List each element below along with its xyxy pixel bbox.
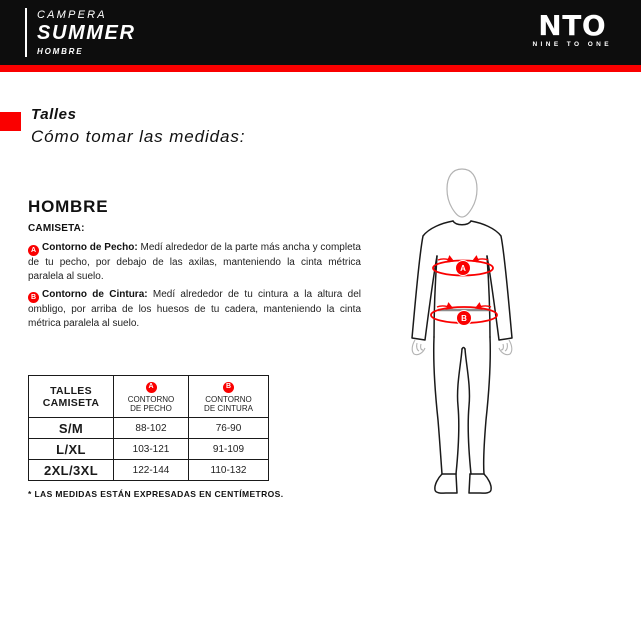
chest-cell: 122-144 [114, 460, 189, 481]
waist-cell: 110-132 [189, 460, 269, 481]
section-accent-square [0, 112, 21, 131]
waist-cell: 76-90 [189, 418, 269, 439]
waist-measure-paragraph [28, 288, 361, 330]
chest-measure-ellipse [433, 259, 493, 276]
header-bar [0, 0, 641, 65]
waist-marker-icon: B [223, 382, 234, 393]
figure-head [447, 169, 477, 217]
size-table-header-row [29, 376, 269, 418]
section-subtitle: Cómo tomar las medidas: [31, 127, 246, 146]
figure-chest-marker: A [460, 264, 466, 273]
size-table-header-waist [189, 376, 269, 418]
accent-strip [0, 65, 641, 72]
waist-marker-icon: B [28, 292, 39, 303]
chest-measure-label: Contorno de Pecho: [42, 242, 138, 253]
size-table-header-waist-line1: CONTORNO [205, 394, 252, 404]
product-title-block [25, 8, 136, 57]
size-table-header-sizes-line2: CAMISETA [42, 396, 100, 409]
size-table-header-chest-line2: DE PECHO [130, 404, 172, 414]
section-title: Talles [31, 106, 77, 123]
size-table-header-sizes [29, 376, 114, 418]
size-table-header-waist-line2: DE CINTURA [204, 404, 253, 414]
brand-logo-text: NTO [538, 9, 607, 42]
gender-heading: HOMBRE [28, 197, 109, 216]
size-cell: L/XL [29, 439, 114, 460]
size-cell: S/M [29, 418, 114, 439]
waist-measure-label: Contorno de Cintura: [42, 289, 148, 300]
table-row [29, 460, 269, 481]
table-row [29, 439, 269, 460]
chest-marker-icon: A [28, 245, 39, 256]
chest-marker-icon: A [146, 382, 157, 393]
size-cell: 2XL/3XL [29, 460, 114, 481]
size-table-header-sizes-line1: TALLES [50, 384, 92, 397]
chest-cell: 88-102 [114, 418, 189, 439]
units-footnote: * LAS MEDIDAS ESTÁN EXPRESADAS EN CENTÍMETROS. [28, 489, 284, 499]
figure-legs [434, 337, 491, 493]
brand-logo [532, 9, 612, 48]
size-table [28, 375, 269, 481]
garment-subheading: CAMISETA: [28, 223, 85, 234]
chest-measure-paragraph [28, 241, 361, 283]
product-name: SUMMER [37, 21, 136, 44]
chest-measure-text: Medí alrededor de la parte más ancha y completa de tu pecho, por debajo de las axilas, manteniendo la cinta métrica paralela al suelo. [28, 242, 361, 282]
product-gender: HOMBRE [37, 46, 84, 56]
brand-tagline: NINE TO ONE [532, 41, 612, 48]
chest-cell: 103-121 [114, 439, 189, 460]
waist-measure-text: Medí alrededor de tu cintura a la altura del ombligo, por arriba de los huesos de tu cadera, manteniendo la cinta métrica paralela al suelo. [28, 289, 361, 329]
body-measurement-figure [390, 160, 540, 505]
size-table-header-chest-line1: CONTORNO [127, 394, 175, 404]
product-category: CAMPERA [37, 8, 107, 21]
size-table-header-chest [114, 376, 189, 418]
table-row [29, 418, 269, 439]
waist-cell: 91-109 [189, 439, 269, 460]
figure-waist-marker: B [461, 314, 467, 323]
